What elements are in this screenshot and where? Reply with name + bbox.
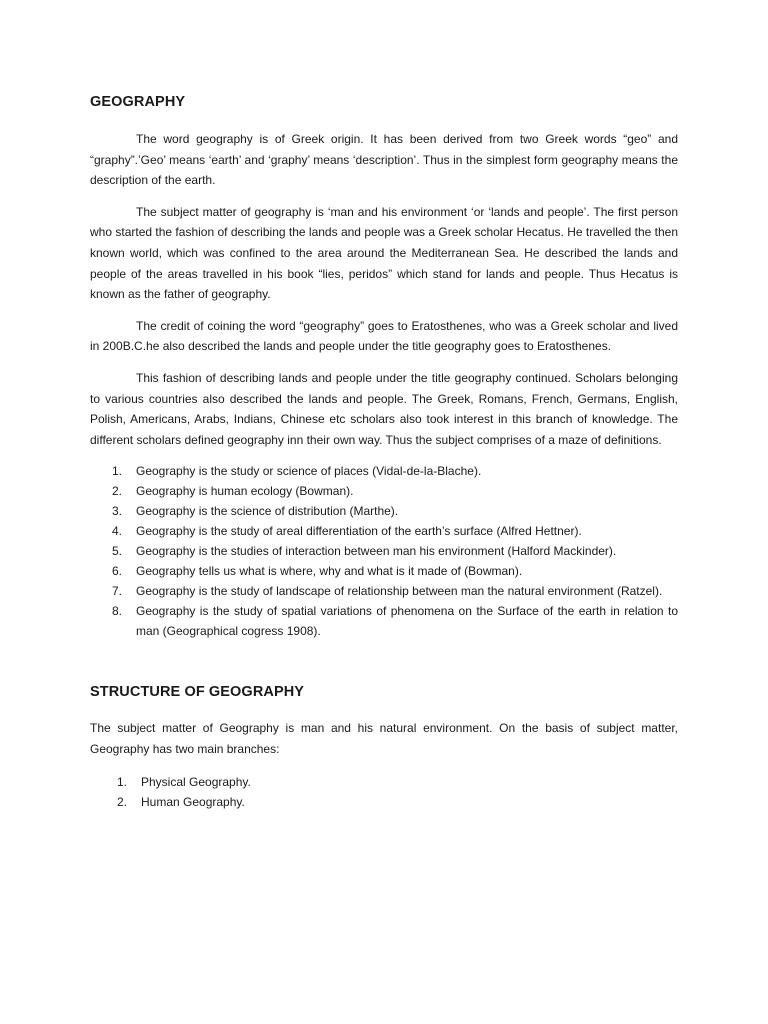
list-item-text: Geography is the study of spatial variations of phenomena on the Surface of the earth in relation to man (Geographical cogress 1908). <box>136 604 678 639</box>
list-item <box>90 521 678 541</box>
list-item <box>90 601 678 641</box>
list-item-text: Geography is the studies of interaction between man his environment (Halford Mackinder). <box>136 544 617 559</box>
structure-section <box>90 682 678 811</box>
definitions-list <box>90 461 678 641</box>
page-title: GEOGRAPHY <box>90 94 186 110</box>
paragraph-scholars: This fashion of describing lands and people under the title geography continued. Scholars belonging to various countries also described the lands and people. The Greek, Romans, French, Germans, English, Polish, Americans, Arabs, Indians, Chinese etc scholars also took interest in this branch of knowledge. The different scholars defined geography inn their own way. Thus the subject comprises of a maze of definitions. <box>90 370 678 447</box>
paragraph-eratosthenes: The credit of coining the word “geography” goes to Eratosthenes, who was a Greek scholar and lived in 200B.C.he also described the lands and people under the title geography goes to Eratosthenes. <box>90 318 678 354</box>
list-item <box>90 541 678 561</box>
list-item-text: Geography is the science of distribution (Marthe). <box>136 504 399 519</box>
list-number: 7. <box>112 584 123 599</box>
list-number: 4. <box>112 524 123 539</box>
list-number: 5. <box>112 544 123 559</box>
list-item-text: Geography is the study of landscape of relationship between man the natural environment (Ratzel). <box>136 584 663 599</box>
list-item-text: Geography is the study or science of places (Vidal-de-la-Blache). <box>136 464 482 479</box>
list-item <box>90 581 678 601</box>
paragraph-structure-intro: The subject matter of Geography is man and his natural environment. On the basis of subject matter, Geography has two main branches: <box>90 721 678 756</box>
list-item-text: Geography is human ecology (Bowman). <box>136 484 354 499</box>
list-number: 2. <box>112 484 123 499</box>
list-item-text: Physical Geography. <box>141 774 251 789</box>
document-page <box>90 92 678 812</box>
branches-list <box>90 772 678 812</box>
list-item-text: Geography is the study of areal differentiation of the earth’s surface (Alfred Hettner). <box>136 524 582 539</box>
section-heading: STRUCTURE OF GEOGRAPHY <box>90 684 305 701</box>
list-item-text: Geography tells us what is where, why and what is it made of (Bowman). <box>136 564 523 579</box>
list-number: 1. <box>112 464 123 479</box>
list-number: 2. <box>117 794 128 809</box>
list-number: 6. <box>112 564 123 579</box>
paragraph-subject-matter: The subject matter of geography is ‘man and his environment ‘or ‘lands and people’. The first person who started the fashion of describing the lands and people was a Greek scholar Hecatus. He travelled the then known world, which was confined to the area around the Mediterranean Sea. He described the lands and people of the areas travelled in his book “lies, peridos” which stand for lands and people. Thus Hecatus is known as the father of geography. <box>90 204 678 302</box>
list-item <box>90 772 678 792</box>
paragraph-origin: The word geography is of Greek origin. It has been derived from two Greek words “geo” and “graphy”.’Geo’ means ‘earth’ and ‘graphy’ means ‘description’. Thus in the simplest form geography means the description of the earth. <box>90 132 678 188</box>
list-item <box>90 461 678 481</box>
list-item <box>90 501 678 521</box>
list-item <box>90 792 678 812</box>
list-item <box>90 481 678 501</box>
list-number: 1. <box>117 774 128 789</box>
list-item-text: Human Geography. <box>141 794 245 809</box>
list-number: 8. <box>112 604 123 619</box>
list-number: 3. <box>112 504 123 519</box>
list-item <box>90 561 678 581</box>
